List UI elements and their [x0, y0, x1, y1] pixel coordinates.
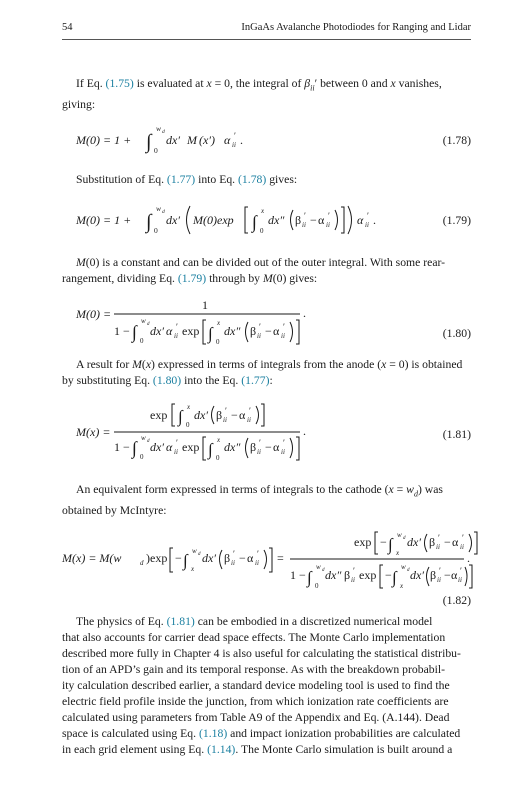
svg-text:α: α [166, 440, 173, 454]
eq-ref-1-18[interactable]: (1.18) [198, 727, 228, 740]
svg-text:α: α [239, 408, 246, 422]
equation-number: (1.81) [442, 428, 471, 441]
svg-text:α: α [273, 324, 280, 338]
equation-1-78 [62, 120, 471, 156]
paragraph-6: The physics of Eq. (1.81) can be embodied in a discretized numerical model [76, 615, 433, 628]
svg-text:w: w [397, 531, 402, 539]
svg-text:ii: ii [302, 221, 306, 229]
svg-text:M(0) = 1 +: M(0) = 1 + [76, 213, 132, 227]
svg-text:d: d [322, 568, 325, 573]
eq-ref-1-78[interactable]: (1.78) [238, 173, 267, 186]
svg-text:x: x [191, 565, 195, 573]
svg-text:′: ′ [439, 566, 441, 576]
paragraph-6-line: calculated using parameters from Table A9 of the Appendix and Eq. (A.144). Dead [62, 711, 450, 724]
svg-text:dx′: dx′ [407, 535, 421, 549]
svg-text:0: 0 [315, 582, 319, 590]
svg-text:)exp: )exp [146, 551, 168, 565]
svg-text:−: − [385, 568, 392, 582]
svg-text:.: . [303, 306, 306, 320]
svg-text:α: α [166, 324, 173, 338]
svg-text:0: 0 [140, 337, 144, 345]
svg-text:ii: ii [255, 559, 259, 567]
svg-text:M(x) =: M(x) = [76, 425, 111, 439]
paragraph-6-line: ity calculation described earlier, a standard device modeling tool is used to find the [62, 679, 450, 692]
paragraph-6-line: electric field profile inside the junction, from which ionization rate coefficients are [62, 695, 449, 708]
svg-text:ii: ii [365, 221, 369, 229]
svg-text:−: − [175, 551, 182, 565]
svg-text:0: 0 [154, 226, 158, 235]
svg-text:ii: ii [231, 559, 235, 567]
svg-text:dx′: dx′ [150, 440, 164, 454]
paragraph-1: If Eq. (1.75) is evaluated at x = 0, the integral of $\beta_{ii}'$ between 0 and x vanishes, giving: [62, 77, 442, 111]
svg-text:d: d [147, 322, 150, 327]
svg-text:ii: ii [437, 576, 441, 584]
svg-text:.: . [373, 213, 376, 227]
paragraph-6-line: tion of an APD’s gain and its temporal response. As with the breakdown probabil- [62, 663, 446, 676]
svg-text:d: d [140, 559, 144, 567]
svg-text:α: α [318, 213, 325, 227]
svg-text:x: x [261, 207, 265, 215]
svg-text:′: ′ [283, 438, 285, 448]
svg-text:β: β [430, 568, 437, 582]
svg-text:x: x [217, 436, 221, 444]
svg-text:w: w [156, 124, 162, 133]
svg-text:dx′: dx′ [150, 324, 164, 338]
equation-number: (1.78) [442, 134, 471, 147]
svg-text:M(0) = 1 +: M(0) = 1 + [76, 133, 132, 147]
svg-text:β: β [216, 408, 223, 422]
svg-text:x: x [400, 582, 404, 590]
header-rule [62, 39, 471, 40]
svg-text:0: 0 [154, 146, 158, 155]
svg-text:dx′: dx′ [202, 551, 216, 565]
svg-text:exp: exp [182, 324, 200, 338]
svg-text:exp: exp [354, 535, 372, 549]
svg-text:w: w [141, 317, 146, 325]
svg-text:dx′: dx′ [194, 408, 208, 422]
svg-text:′: ′ [259, 438, 261, 448]
equation-1-82 [62, 526, 471, 610]
svg-text:′: ′ [353, 566, 355, 576]
eq-ref-1-80[interactable]: (1.80) [152, 374, 182, 388]
svg-text:−: − [265, 440, 272, 454]
svg-text:exp: exp [182, 440, 200, 454]
svg-text:M(0) =: M(0) = [76, 307, 112, 321]
equation-number: (1.82) [442, 594, 471, 607]
svg-text:dx″: dx″ [224, 440, 241, 454]
svg-text:∫: ∫ [252, 212, 257, 232]
svg-text:dx″: dx″ [224, 324, 241, 338]
svg-text:exp: exp [359, 568, 377, 582]
equation-number: (1.79) [442, 214, 471, 227]
svg-text:=: = [277, 551, 284, 565]
integral-sign: ∫ [146, 131, 152, 153]
svg-text:0: 0 [186, 421, 190, 429]
running-title: InGaAs Avalanche Photodiodes for Ranging and Lidar [241, 22, 471, 33]
paragraph-6-line: that also accounts for carrier dead space effects. The Monte Carlo implementation [62, 631, 446, 644]
svg-text:−: − [444, 568, 451, 582]
svg-text:−: − [265, 324, 272, 338]
svg-text:ii: ii [257, 332, 261, 340]
svg-text:M(x) = M(w: M(x) = M(w [62, 551, 122, 565]
equation-1-81 [62, 400, 471, 460]
svg-text:α: α [451, 568, 458, 582]
svg-text:w: w [316, 563, 321, 571]
svg-text:d: d [198, 552, 201, 557]
svg-text:′: ′ [460, 566, 462, 576]
svg-text:β: β [429, 535, 436, 549]
svg-text:∫: ∫ [307, 568, 312, 587]
svg-text:ii: ii [436, 543, 440, 551]
svg-text:w: w [401, 563, 406, 571]
running-header [62, 22, 471, 38]
svg-text:α: α [273, 440, 280, 454]
svg-text:ii: ii [174, 448, 178, 456]
svg-text:d: d [147, 439, 150, 444]
svg-text:w: w [192, 547, 197, 555]
svg-text:dx″: dx″ [325, 568, 342, 582]
svg-text:x: x [396, 549, 400, 557]
svg-text:ii: ii [281, 448, 285, 456]
svg-text:′: ′ [367, 211, 369, 221]
equation-1-80 [62, 296, 471, 346]
paragraph-6-line: described more fully in Chapter 4 is also useful for calculating the statistical distribu- [62, 647, 461, 660]
eq-ref-1-79[interactable]: (1.79) [177, 272, 207, 286]
eq-ref-1-14[interactable]: (1.14) [207, 743, 236, 756]
paragraph-4: A result for M(x) expressed in terms of integrals from the anode (x = 0) is obtained by substituting Eq. (1.80) into the Eq. (1.77): [62, 358, 463, 388]
svg-text:′: ′ [259, 322, 261, 332]
eq-ref-1-77[interactable]: (1.77) [166, 173, 196, 186]
svg-text:ii: ii [460, 543, 464, 551]
svg-text:0: 0 [140, 453, 144, 461]
svg-text:−: − [444, 535, 451, 549]
svg-text:∫: ∫ [178, 407, 183, 426]
eq-ref-1-75[interactable]: (1.75) [105, 77, 134, 90]
svg-text:ii: ii [326, 221, 330, 229]
svg-text:w: w [156, 204, 162, 213]
equation-1-79 [62, 198, 471, 240]
svg-text:M(0)exp: M(0)exp [193, 213, 234, 227]
svg-text:ii: ii [247, 416, 251, 424]
svg-text:d: d [162, 129, 165, 135]
svg-text:ii: ii [351, 576, 355, 584]
svg-text:α: α [247, 551, 254, 565]
svg-text:exp: exp [150, 408, 168, 422]
svg-text:dx′: dx′ [410, 568, 424, 582]
svg-text:′: ′ [233, 549, 235, 559]
svg-text:.: . [240, 133, 243, 147]
svg-text:ii: ii [223, 416, 227, 424]
svg-text:.: . [303, 424, 306, 438]
svg-text:1 −: 1 − [114, 324, 130, 338]
svg-text:ii: ii [232, 141, 236, 149]
svg-text:β: β [224, 551, 231, 565]
svg-text:0: 0 [216, 454, 220, 462]
svg-text:′: ′ [249, 406, 251, 416]
svg-text:x: x [217, 319, 221, 327]
svg-text:.: . [467, 551, 470, 565]
svg-text:′: ′ [462, 533, 464, 543]
svg-text:′: ′ [234, 131, 236, 141]
svg-text:dx″: dx″ [268, 213, 285, 227]
eq-ref-1-81[interactable]: (1.81) [166, 615, 195, 628]
svg-text:ii: ii [458, 576, 462, 584]
svg-text:ii: ii [174, 332, 178, 340]
svg-text:d: d [162, 209, 165, 215]
equation-number: (1.80) [442, 327, 471, 340]
svg-text:∫: ∫ [132, 438, 137, 458]
svg-text:∫: ∫ [392, 568, 397, 587]
svg-text:−: − [239, 551, 246, 565]
svg-text:ii: ii [257, 448, 261, 456]
svg-text:(x′): (x′) [199, 133, 215, 147]
svg-text:′: ′ [283, 322, 285, 332]
svg-text:dx′: dx′ [166, 133, 180, 147]
svg-text:1 −: 1 − [114, 440, 130, 454]
svg-text:∫: ∫ [208, 440, 213, 459]
paragraph-5: An equivalent form expressed in terms of integrals to the cathode $(x = w_d)$ was obtained by McIntyre: [62, 483, 443, 517]
svg-text:′: ′ [257, 549, 259, 559]
svg-text:′: ′ [328, 211, 330, 221]
svg-text:β: β [250, 440, 257, 454]
svg-text:−: − [380, 535, 387, 549]
svg-text:1 −: 1 − [290, 568, 306, 582]
svg-text:′: ′ [438, 533, 440, 543]
svg-text:′: ′ [176, 322, 178, 332]
svg-text:∫: ∫ [146, 211, 152, 233]
svg-text:∫: ∫ [208, 324, 213, 343]
svg-text:x: x [187, 403, 191, 411]
svg-text:α: α [452, 535, 459, 549]
paragraph-2: Substitution of Eq. (1.77) into Eq. (1.78) gives: [76, 173, 298, 186]
eq-ref-1-77[interactable]: (1.77) [241, 374, 270, 388]
svg-text:∫: ∫ [388, 535, 393, 554]
svg-text:∫: ∫ [183, 551, 188, 570]
svg-text:−: − [231, 408, 238, 422]
svg-text:0: 0 [216, 338, 220, 346]
svg-text:0: 0 [260, 227, 264, 235]
svg-text:β: β [344, 568, 351, 582]
svg-text:dx′: dx′ [166, 213, 180, 227]
svg-text:1: 1 [202, 298, 208, 312]
svg-text:′: ′ [176, 438, 178, 448]
svg-text:−: − [310, 213, 317, 227]
svg-text:β: β [250, 324, 257, 338]
paragraph-6-line: space is calculated using Eq. (1.18) and impact ionization probabilities are calculated [62, 727, 461, 740]
svg-text:α: α [357, 213, 364, 227]
svg-text:′: ′ [304, 211, 306, 221]
page-number: 54 [62, 22, 73, 33]
svg-text:M: M [187, 133, 197, 147]
svg-text:w: w [141, 434, 146, 442]
paragraph-3: M(0) is a constant and can be divided out of the outer integral. With some rear- rangement, dividing Eq. (1.79) through by M(0) gives: [62, 256, 446, 286]
svg-text:β: β [295, 213, 302, 227]
svg-text:d: d [403, 536, 406, 541]
svg-text:α: α [224, 133, 231, 147]
svg-text:ii: ii [281, 332, 285, 340]
paragraph-6-line: in each grid element using Eq. (1.14). The Monte Carlo simulation is built around a [62, 743, 453, 756]
svg-text:′: ′ [225, 406, 227, 416]
svg-text:∫: ∫ [132, 322, 137, 342]
svg-text:d: d [407, 568, 410, 573]
